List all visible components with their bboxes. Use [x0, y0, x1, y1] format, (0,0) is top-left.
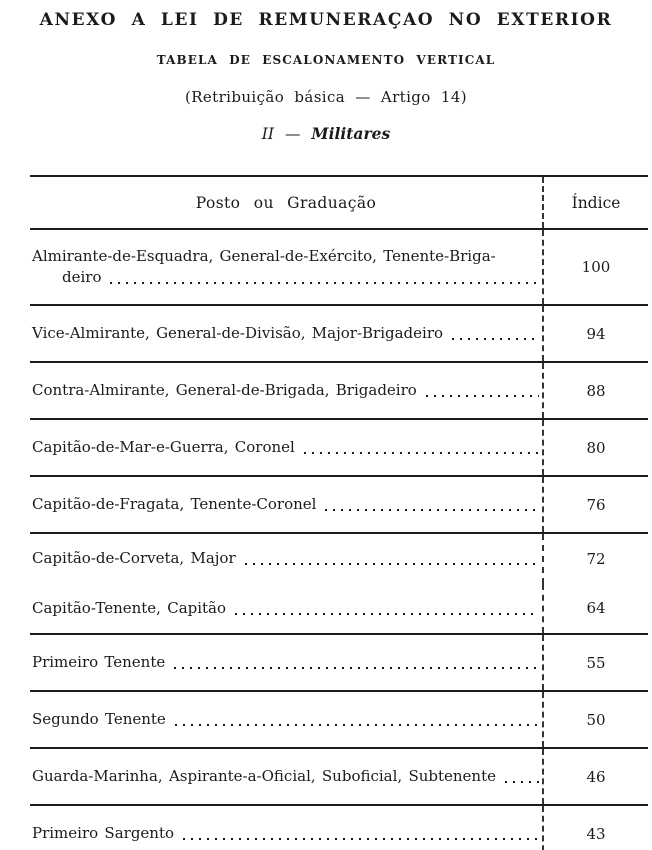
index-value: 100: [581, 258, 611, 276]
table-group: [30, 420, 648, 477]
rank-cell: [30, 306, 542, 361]
index-cell: [542, 363, 648, 418]
rank-label-continued: deiro: [62, 268, 102, 286]
rank-label: Vice-Almirante, General-de-Divisão, Major-Brigadeiro: [32, 324, 444, 342]
table-row: [30, 635, 648, 690]
section-name: Militares: [311, 124, 391, 143]
rank-cell: [30, 420, 542, 475]
column-header-indice: Índice: [542, 177, 648, 228]
index-cell: [542, 306, 648, 361]
rank-label: Capitão-de-Fragata, Tenente-Coronel: [32, 495, 317, 513]
dot-leader: [304, 452, 539, 454]
rank-cell: [30, 584, 542, 634]
index-cell: [542, 635, 648, 690]
dot-leader: [183, 838, 539, 840]
table-row: [30, 477, 648, 532]
dot-leader: [175, 724, 539, 726]
rank-label: Capitão-Tenente, Capitão: [32, 598, 227, 617]
index-cell: [542, 584, 648, 634]
dot-leader: [426, 395, 539, 397]
rank-table: [30, 175, 648, 850]
rank-cell: [30, 692, 542, 747]
rank-label: Primeiro Sargento: [32, 824, 175, 842]
table-group: [30, 230, 648, 306]
section-dash: —: [284, 125, 301, 143]
table-row: [30, 692, 648, 747]
rank-cell: [30, 230, 542, 304]
rank-cell: [30, 806, 542, 850]
table-group: [30, 806, 648, 850]
dot-leader: [452, 338, 539, 340]
table-body: [30, 230, 648, 850]
table-row: [30, 420, 648, 475]
index-cell: [542, 749, 648, 804]
table-group: [30, 363, 648, 420]
table-group: [30, 477, 648, 534]
table-row: [30, 806, 648, 850]
index-value: 46: [586, 767, 606, 786]
index-value: 76: [586, 495, 606, 514]
table-group: [30, 749, 648, 806]
column-header-posto: Posto ou Graduação: [195, 193, 377, 212]
rank-cell: [30, 534, 542, 584]
table-row: [30, 306, 648, 361]
index-cell: [542, 230, 648, 304]
table-group: [30, 306, 648, 363]
rank-label: Capitão-de-Mar-e-Guerra, Coronel: [32, 438, 295, 456]
index-value: 72: [586, 549, 606, 568]
index-cell: [542, 534, 648, 584]
index-cell: [542, 806, 648, 850]
rank-cell: [30, 749, 542, 804]
index-value: 55: [586, 653, 606, 672]
dot-leader: [174, 667, 539, 669]
table-row: [30, 749, 648, 804]
index-value: 43: [586, 824, 606, 843]
rank-label: Segundo Tenente: [32, 710, 166, 728]
table-group: [30, 692, 648, 749]
page-note: (Retribuição básica — Artigo 14): [184, 88, 468, 106]
index-cell: [542, 420, 648, 475]
rank-cell: [30, 363, 542, 418]
index-cell: [542, 692, 648, 747]
dot-leader: [325, 509, 539, 511]
table-group: [30, 635, 648, 692]
dot-leader: [235, 613, 539, 615]
index-value: 64: [586, 599, 606, 618]
index-value: 50: [586, 710, 606, 729]
rank-label: Guarda-Marinha, Aspirante-a-Oficial, Suboficial, Subtenente: [32, 767, 496, 785]
table-row: [30, 230, 648, 304]
rank-label: Capitão-de-Corveta, Major: [32, 549, 236, 568]
rank-label: Primeiro Tenente: [32, 653, 166, 671]
rank-cell: [30, 477, 542, 532]
table-row: [30, 584, 648, 634]
section-number: II: [261, 125, 275, 143]
index-cell: [542, 477, 648, 532]
rank-cell: [30, 635, 542, 690]
dot-leader: [505, 781, 539, 783]
rank-label: Contra-Almirante, General-de-Brigada, Brigadeiro: [32, 381, 417, 399]
index-value: 94: [586, 324, 606, 343]
table-group: [30, 534, 648, 635]
rank-label: Almirante-de-Esquadra, General-de-Exército, Tenente-Briga-: [32, 247, 496, 265]
page-title: ANEXO A LEI DE REMUNERAÇAO NO EXTERIOR: [39, 10, 613, 30]
table-row: [30, 534, 648, 584]
index-value: 88: [586, 381, 606, 400]
dot-leader: [110, 282, 539, 284]
page-subtitle: TABELA DE ESCALONAMENTO VERTICAL: [156, 53, 496, 67]
table-row: [30, 363, 648, 418]
dot-leader: [245, 563, 539, 565]
index-value: 80: [586, 438, 606, 457]
section-heading: [0, 124, 652, 143]
table-header-row: [30, 177, 648, 230]
